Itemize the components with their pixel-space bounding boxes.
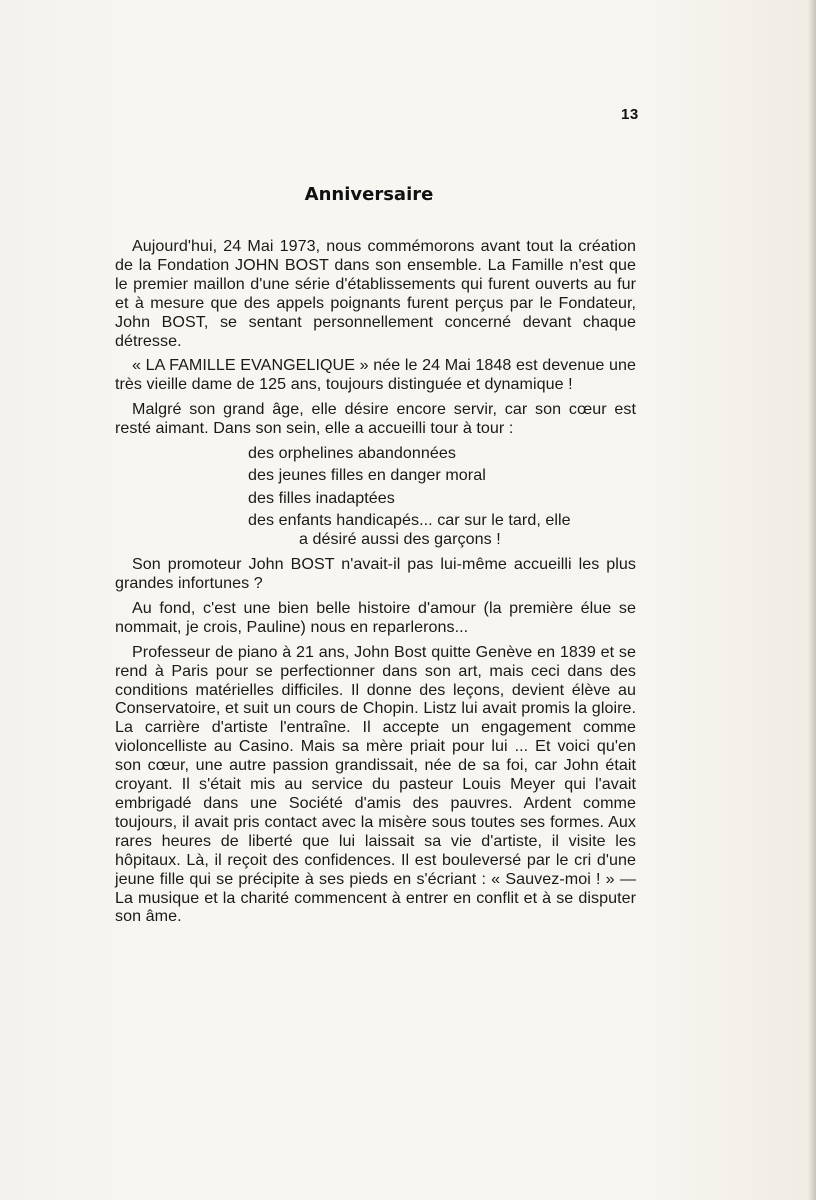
- paragraph-famille: « LA FAMILLE EVANGELIQUE » née le 24 Mai 1848 est devenue une très vieille dame de 125 ans, toujours distinguée et dynamique !: [115, 356, 636, 394]
- page-number: 13: [621, 106, 639, 123]
- paragraph-promoteur: Son promoteur John BOST n'avait-il pas lui-même accueilli les plus grandes infortunes ?: [115, 555, 636, 592]
- list-item-continuation: a désiré aussi des garçons !: [299, 530, 501, 549]
- page-edge-shadow: [808, 0, 816, 1200]
- paragraph-age: Malgré son grand âge, elle désire encore servir, car son cœur est resté aimant. Dans son sein, elle a accueilli tour à tour :: [115, 400, 636, 438]
- article-body: [115, 237, 636, 932]
- list-item: des jeunes filles en danger moral: [248, 466, 486, 485]
- page-title: Anniversaire: [304, 184, 434, 205]
- paragraph-professeur: Professeur de piano à 21 ans, John Bost quitte Genève en 1839 et se rend à Paris pour se perfectionner dans son art, mais ceci dans des conditions matérielles difficiles. Il donne des leçons, devient élève au Conservatoire, et suit un cours de Chopin. Listz lui avait promis la gloire. La carrière d'artiste l'entraîne. Il accepte un engagement comme violoncelliste au Casino. Mais sa mère priait pour lui ... Et voici qu'en son cœur, une autre passion grandissait, née de sa foi, car John était croyant. Il s'était mis au service du pasteur Louis Meyer qui l'avait embrigadé dans une Société d'amis des pauvres. Ardent comme toujours, il avait pris contact avec la misère sous toutes ses formes. Aux rares heures de liberté que lui laissait sa vie d'artiste, il visite les hôpitaux. Là, il reçoit des confidences. Il est bouleversé par le cri d'une jeune fille qui se précipite à ses pieds en s'écriant : « Sauvez-moi ! » — La musique et la charité commencent à entrer en conflit et à se disputer son âme.: [115, 642, 636, 926]
- paragraph-histoire: Au fond, c'est une bien belle histoire d'amour (la première élue se nommait, je crois, Pauline) nous en reparlerons...: [115, 598, 636, 636]
- list-item-text: des enfants handicapés... car sur le tard, elle: [248, 511, 571, 530]
- list-item: des orphelines abandonnées: [248, 444, 457, 463]
- list-item: des filles inadaptées: [248, 488, 395, 507]
- welcomed-list: [115, 444, 636, 549]
- list-item: [115, 511, 636, 549]
- paragraph-intro: Aujourd'hui, 24 Mai 1973, nous commémorons avant tout la création de la Fondation JOHN BOST dans son ensemble. La Famille n'est que le premier maillon d'une série d'établissements qui furent ouverts au fur et à mesure que des appels poignants furent perçus par le Fondateur, John BOST, se sentant personnellement concerné devant chaque détresse.: [115, 237, 636, 350]
